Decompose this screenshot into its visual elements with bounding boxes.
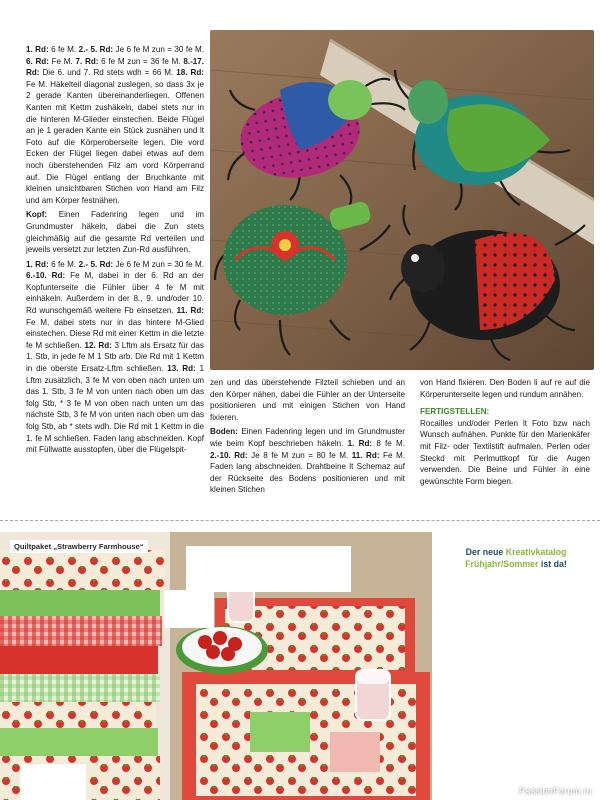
round-label: 1. Rd: <box>26 259 49 269</box>
ad-divider <box>0 520 600 521</box>
round-text: Fe M. <box>48 56 76 66</box>
body-paragraph: von Hand fixieren. Den Boden li auf re auf die Körperunterseite legen und rundum annähen. <box>420 378 590 399</box>
round-label: 11. Rd: <box>351 450 380 460</box>
round-label: 1. Rd: <box>347 438 373 448</box>
round-label: 2.- 5. Rd: <box>78 259 114 269</box>
round-label: Boden: <box>210 427 238 437</box>
round-label: 12. Rd: <box>84 340 112 350</box>
blank-box <box>186 546 351 592</box>
round-label: 7. Rd: <box>75 56 99 66</box>
round-text: Fe M, dabei in der 6. Rd an der Kopfunterseite die Fühler über 4 fe M mit einhäkeln. Außerdem in der 8., 9. und/oder 10. Rd wunschgemäß weitere Fb einsetzen. <box>26 271 204 316</box>
round-text: Fe M. Häkelteil diagonal zuslegen, so dass 3x je 2 gerade Kanten übereinanderliegen. Offenen Kanten mit Kettm zushäkeln, dabei stets nur in die hinteren M-Glieder einstechen. Beide Flügel an je 1 geraden Kante ein Stück zusnähen und lt Foto auf die Körperoberseite legen. Die vord Ecken der Flügel liegen dabei etwas auf dem noch überstehenden Filz am vord Körperrand auf. Die Flügel entlang der Bruchkante mit kleinen unsichtbaren Stichen von Hand am Filz und am Körper festnähen. <box>26 79 204 205</box>
round-text: 3 Lftm als Ersatz für das 1. Stb, in jede fe M 1 Stb arb. Die Rd mit 1 Kettm in die oberste Ersatz-Lftm schließen. <box>26 340 204 374</box>
round-text: Je 6 fe M zun = 30 fe M. <box>113 259 204 269</box>
round-label: 6. Rd: <box>26 56 49 66</box>
round-label: 18. Rd: <box>176 68 204 78</box>
round-label: 2.- 5. Rd: <box>78 45 114 54</box>
round-text: Einen Fadenring legen und im Grundmuster wie beim Kopf beschrieben häkeln. <box>210 427 405 448</box>
catalog-announcement: Der neue Kreativkatalog Frühjahr/Sommer ist da! <box>465 547 567 569</box>
round-label: 6.-10. Rd: <box>26 271 66 281</box>
round-text: Einen Fadenring legen und im Grundmuster häkeln, dabei die Zun stets gleichmäßig auf die gesamte Rd verteilen und jeweils versetzt zur letzten Zun-Rd ausführen. <box>26 210 204 255</box>
body-paragraph: zen und das überstehende Filzteil schieben und an den Körper nähen, dabei die Fühler an der Unterseite positionieren und mit einigen Stichen von Hand fixieren. <box>210 378 405 422</box>
round-text: 6 fe M. <box>48 259 79 269</box>
blank-box <box>20 764 86 800</box>
body-paragraph <box>26 44 204 206</box>
round-text: 6 fe M. <box>48 45 79 54</box>
instructions-column-3 <box>420 377 590 490</box>
round-text: Je 6 fe M zun = 30 fe M. <box>113 45 204 54</box>
catalog-advertisement <box>0 532 600 800</box>
beetles-photo <box>210 30 594 370</box>
instructions-column-1 <box>26 44 204 459</box>
round-label: 13. Rd: <box>167 364 196 374</box>
round-label: 8.-17. Rd: <box>26 56 205 78</box>
instructions-column-2 <box>210 377 405 499</box>
finishing-paragraph: Rocailles und/oder Perlen lt Foto bzw nach Wunsch aufnähen. Punkte für den Marienkäfer mit Filz- oder Textilstift aufmalen. Perlen oder Steckd mit Perlmuttkopf für die Augen verwenden. Die Beine und Fühler in eine gewünschte Form biegen. <box>420 418 590 486</box>
round-text: 6 fe M zun = 36 fe M. <box>98 56 184 66</box>
head-instructions-intro <box>26 209 204 255</box>
round-text: Fe M. Faden lang abschneiden. Drahtbeine lt Schemaz auf der Rückseite des Bodens positionieren und mit kleinen Stichen <box>210 450 405 495</box>
watermark: PassionForum.ru <box>518 786 592 796</box>
round-label: Kopf: <box>26 210 48 220</box>
round-label: 2.-10. Rd: <box>210 450 248 460</box>
blank-box <box>164 590 214 628</box>
round-label: 1. Rd: <box>26 45 49 54</box>
round-text: 8 fe M. <box>372 438 406 448</box>
round-text: Je 8 fe M zun = 80 fe M. <box>247 450 352 460</box>
head-instructions-rounds <box>26 259 204 456</box>
round-label: 11. Rd: <box>176 306 204 316</box>
base-instructions <box>210 426 405 496</box>
round-text: Die 6. und 7. Rd stets wdh = 66 M. <box>39 68 177 78</box>
finishing-heading: FERTIGSTELLEN: <box>420 407 490 417</box>
round-text: 1 Lftm zusätzlich, 3 fe M von oben nach unten um das 1. Stb, 3 fe M von unten nach oben um das folg Stb, * 3 fe M von oben nach unten um das nächste Stb, 3 fe M von unten nach oben um das folg Stb, ab * stets wdh. Die Rd mit 1 Kettm in die 1. fe M schließen. Faden lang abschneiden. Kopf mit Füllwatte ausstopfen, über die Flügelspit- <box>26 364 204 455</box>
round-text: Fe M, dabei stets nur in das hintere M-Glied einstechen. Diese Rd mit einer Kettm in die letzte fe M schließen. <box>26 317 204 350</box>
quilt-package-label: Quiltpaket „Strawberry Farmhouse“ <box>10 540 148 553</box>
